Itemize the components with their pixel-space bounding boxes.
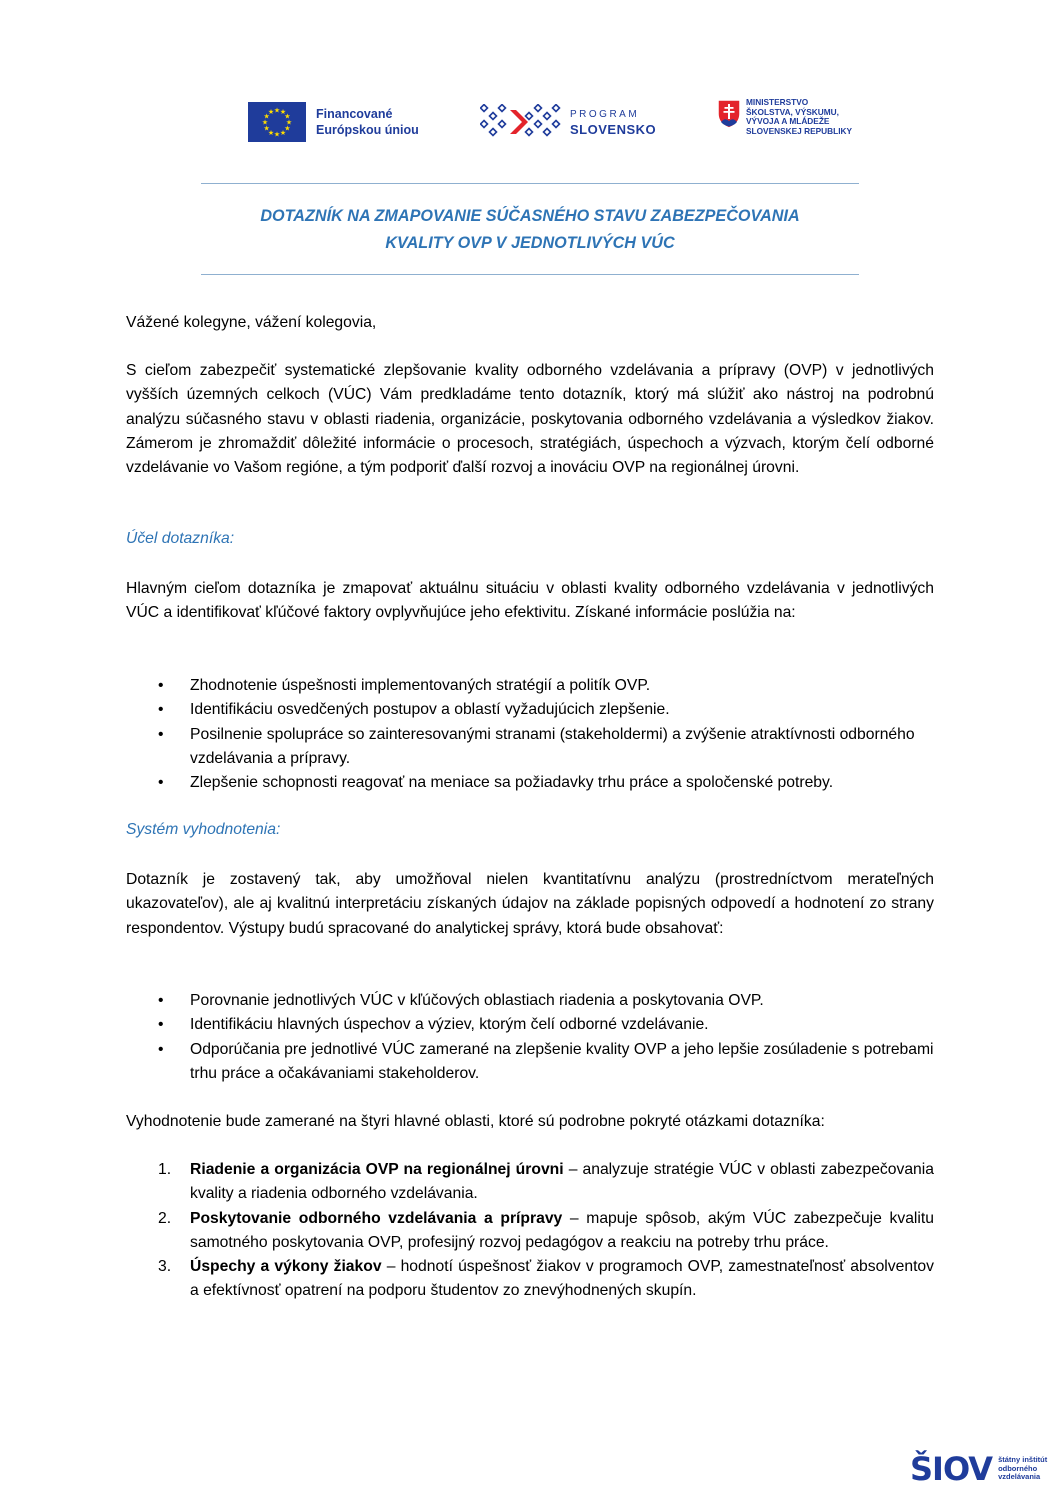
program-diamond-icon (544, 129, 551, 136)
list-item: • Zlepšenie schopnosti reagovať na meniace sa požiadavky trhu práce a spoločenské potreby. (126, 771, 934, 795)
program-chevron-icon (510, 110, 528, 134)
eu-star-icon: ★ (279, 129, 287, 137)
eu-star-icon: ★ (273, 131, 281, 139)
bullet-icon: • (158, 774, 164, 792)
list-item: 3. Úspechy a výkony žiakov – hodnotí úspešnosť žiakov v programoch OVP, zamestnateľnosť absolventov a efektívnosť opatrení na podporu študentov zo znevýhodnených skupín. (158, 1258, 934, 1300)
evaluation-list (126, 989, 934, 1086)
eu-logo-line2: Európskou úniou (316, 123, 419, 137)
areas-intro: Vyhodnotenie bude zamerané na štyri hlavné oblasti, ktoré sú podrobne pokryté otázkami dotazníka: (126, 1113, 825, 1130)
ministry-logo (716, 98, 852, 136)
eu-star-icon: ★ (267, 109, 275, 117)
program-diamond-icon (499, 121, 506, 128)
siov-line1: štátny inštitút (998, 1455, 1048, 1465)
document-title (160, 203, 900, 257)
program-diamond-icon (526, 113, 533, 120)
siov-logo (910, 1450, 1047, 1488)
bullet-icon: • (158, 1040, 164, 1058)
program-slovensko-logo (480, 104, 656, 140)
eu-star-icon: ★ (279, 109, 287, 117)
list-item: • Zhodnotenie úspešnosti implementovaných stratégií a politík OVP. (126, 674, 934, 698)
header-logos (248, 98, 868, 150)
ministry-logo-line1: MINISTERSTVO (746, 97, 809, 107)
program-diamond-icon (535, 105, 542, 112)
program-diamond-icon (535, 121, 542, 128)
areas-list (126, 1158, 934, 1304)
ministry-logo-line2: ŠKOLSTVA, VÝSKUMU, (746, 106, 839, 117)
greeting: Vážené kolegyne, vážení kolegovia, (126, 314, 377, 331)
siov-mark: ŠIOV (910, 1450, 993, 1488)
program-diamond-icon (553, 105, 560, 112)
eu-logo-line1: Financované (316, 107, 393, 121)
program-diamond-icon (499, 105, 506, 112)
program-diamond-icon (490, 129, 497, 136)
eu-logo (248, 102, 419, 142)
eu-star-icon: ★ (267, 129, 275, 137)
purpose-heading: Účel dotazníka: (126, 530, 235, 547)
bullet-icon: • (158, 1016, 164, 1034)
list-item: • Identifikáciu hlavných úspechov a výziev, ktorým čelí odborné vzdelávanie. (126, 1013, 934, 1037)
eu-star-icon: ★ (273, 107, 281, 115)
bullet-icon: • (158, 701, 164, 719)
program-diamond-icon (544, 113, 551, 120)
list-item: • Posilnenie spolupráce so zainteresovanými stranami (stakeholdermi) a zvýšenie atraktívnosti odborného vzdelávania a prípravy. (126, 723, 934, 772)
ministry-logo-line3: VÝVOJA A MLÁDEŽE (746, 116, 830, 127)
eu-star-icon: ★ (263, 125, 270, 133)
eu-star-icon: ★ (284, 125, 291, 133)
program-diamond-icon (526, 129, 533, 136)
intro-paragraph: S cieľom zabezpečiť systematické zlepšovanie kvality odborného vzdelávania a prípravy (OVP) v jednotlivých vyšších územných celkoch (VÚC) Vám predkladáme tento dotazník, ktorý má slúžiť ako nástroj na podrobnú analýzu súčasného stavu v oblasti riadenia, organizácie, poskytovania odborného vzdelávania a výsledkov žiakov. Zámerom je zhromaždiť dôležité informácie o procesoch, stratégiách, úspechoch a výzvach, ktorým čelí odborné vzdelávanie vo Vašom regióne, a tým podporiť ďalší rozvoj a inováciu OVP na regionálnej úrovni. (126, 362, 934, 477)
program-slovensko-mark-icon (480, 104, 566, 140)
bullet-icon: • (158, 992, 164, 1009)
evaluation-paragraph: Dotazník je zostavený tak, aby umožňoval nielen kvantitatívnu analýzu (prostredníctvom merateľných ukazovateľov), ale aj kvalitnú interpretáciu získaných údajov na základe popisných odpovedí a hodnotení zo strany respondentov. Výstupy budú spracované do analytickej správy, ktorá bude obsahovať: (126, 871, 934, 937)
purpose-paragraph: Hlavným cieľom dotazníka je zmapovať aktuálnu situáciu v oblasti kvality odborného vzdelávania v jednotlivých VÚC a identifikovať kľúčové faktory ovplyvňujúce jeho efektivitu. Získané informácie poslúžia na: (126, 580, 934, 622)
program-diamond-icon (553, 121, 560, 128)
slovak-coat-of-arms-icon (716, 98, 742, 130)
list-item: 1. Riadenie a organizácia OVP na regionálnej úrovni – analyzuje stratégie VÚC v oblasti zabezpečovania kvality a riadenia odborného vzdelávania. (158, 1161, 934, 1203)
purpose-list (126, 674, 934, 795)
list-item: • Identifikáciu osvedčených postupov a oblastí vyžadujúcich zlepšenie. (126, 698, 934, 722)
ministry-logo-line4: SLOVENSKEJ REPUBLIKY (746, 125, 853, 136)
title-line2: KVALITY OVP V JEDNOTLIVÝCH VÚC (385, 234, 675, 252)
title-top-rule (201, 183, 859, 184)
eu-star-icon: ★ (261, 119, 269, 127)
list-item: • Odporúčania pre jednotlivé VÚC zamerané na zlepšenie kvality OVP a jeho lepšie zosúladenie s potrebami trhu práce a očakávaniami stakeholderov. (126, 1038, 934, 1087)
program-logo-line1: PROGRAM (570, 109, 640, 120)
evaluation-heading: Systém vyhodnotenia: (126, 821, 281, 838)
program-diamond-icon (481, 121, 488, 128)
siov-line3: vzdelávania (998, 1472, 1041, 1482)
program-logo-line2: SLOVENSKO (570, 122, 657, 137)
bullet-icon: • (158, 677, 164, 694)
eu-star-icon: ★ (263, 113, 270, 121)
list-item: • Porovnanie jednotlivých VÚC v kľúčových oblastiach riadenia a poskytovania OVP. (126, 989, 934, 1013)
bullet-icon: • (158, 725, 164, 743)
list-item: 2. Poskytovanie odborného vzdelávania a prípravy – mapuje spôsob, akým VÚC zabezpečuje kvalitu samotného poskytovania OVP, profesijný rozvoj pedagógov a reakciu na potreby trhu práce. (158, 1209, 934, 1251)
siov-line2: odborného (998, 1463, 1038, 1473)
eu-star-icon: ★ (284, 113, 291, 121)
eu-flag-icon (248, 102, 306, 142)
program-diamond-icon (490, 113, 497, 120)
eu-star-icon: ★ (285, 119, 293, 127)
title-line1: DOTAZNÍK NA ZMAPOVANIE SÚČASNÉHO STAVU ZABEZPEČOVANIA (260, 207, 800, 225)
title-bottom-rule (201, 274, 859, 275)
program-diamond-icon (481, 105, 488, 112)
